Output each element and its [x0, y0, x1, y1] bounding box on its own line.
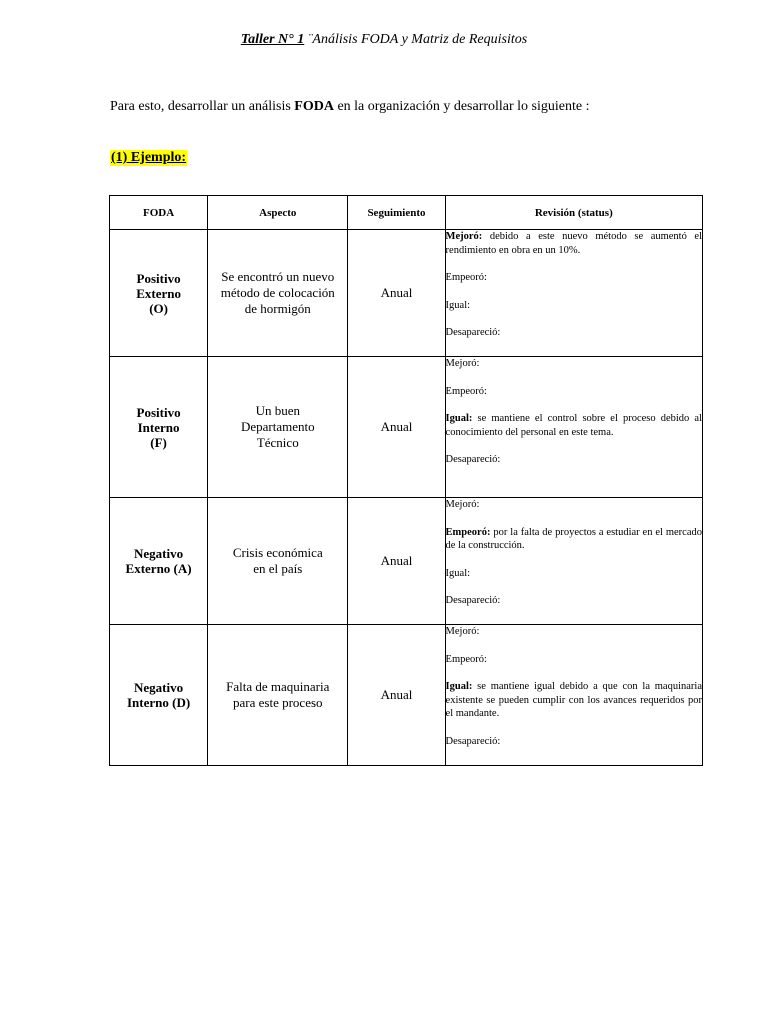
header-seguimiento: Seguimiento	[348, 196, 445, 230]
table-header-row	[110, 196, 703, 230]
status-entry	[446, 498, 702, 512]
foda-category-line: Positivo	[136, 404, 181, 420]
status-entry	[446, 594, 702, 608]
aspect-cell	[208, 230, 348, 357]
table-row	[110, 625, 703, 766]
aspect-cell	[208, 625, 348, 766]
tracking-cell: Anual	[348, 230, 445, 357]
tracking-cell: Anual	[348, 625, 445, 766]
status-entry	[446, 567, 702, 581]
status-entry	[446, 653, 702, 667]
aspect-line: Se encontró un nuevo	[221, 269, 335, 284]
foda-table	[109, 195, 703, 766]
status-label: Mejoró:	[445, 626, 480, 637]
status-label: Empeoró:	[445, 385, 487, 397]
tracking-cell: Anual	[348, 498, 445, 625]
foda-category-line: Externo (A)	[125, 561, 192, 576]
status-entry	[446, 412, 702, 439]
status-label: Igual:	[445, 413, 473, 424]
header-aspecto: Aspecto	[208, 196, 348, 230]
status-text: por la falta de proyectos a estudiar en el mercado de la construcción.	[445, 526, 702, 551]
status-cell	[445, 230, 702, 357]
status-entry	[446, 385, 702, 399]
aspect-line: Crisis económica	[232, 545, 323, 560]
status-entry	[446, 271, 702, 285]
status-entry	[446, 299, 702, 313]
foda-category-line: Negativo	[134, 680, 184, 695]
status-label: Mejoró:	[445, 499, 480, 510]
status-label: Desapareció:	[445, 327, 501, 338]
foda-category-line: Negativo	[134, 546, 184, 561]
table-body	[110, 230, 703, 766]
status-label: Desapareció:	[445, 735, 501, 747]
header-foda: FODA	[110, 196, 208, 230]
status-label: Igual:	[445, 681, 473, 692]
aspect-line: Departamento	[240, 419, 315, 434]
aspect-line: para este proceso	[233, 695, 323, 710]
status-label: Desapareció:	[445, 595, 501, 606]
aspect-line: de hormigón	[244, 301, 311, 316]
foda-category-cell	[110, 498, 208, 625]
title-number: Taller N° 1	[240, 32, 305, 47]
status-cell	[445, 625, 702, 766]
status-label: Desapareció:	[445, 454, 501, 465]
table-row	[110, 357, 703, 498]
status-entry	[446, 453, 702, 467]
aspect-cell	[208, 357, 348, 498]
status-label: Mejoró:	[445, 231, 483, 242]
status-label: Mejoró:	[445, 358, 480, 369]
title-text: ¨Análisis FODA y Matriz de Requisitos	[304, 32, 528, 47]
foda-category-cell	[110, 625, 208, 766]
foda-category-cell	[110, 230, 208, 357]
intro-paragraph	[110, 99, 590, 115]
foda-category-line: (O)	[149, 300, 168, 316]
status-label: Empeoró:	[445, 272, 487, 283]
foda-category-line: Interno	[137, 419, 180, 435]
status-entry	[446, 526, 702, 553]
status-label: Empeoró:	[445, 653, 487, 665]
foda-category-cell	[110, 357, 208, 498]
status-text: se mantiene igual debido a que con la maquinaria existente se pueden cumplir con los avances requeridos por el mandante.	[445, 681, 702, 719]
status-label: Igual:	[445, 567, 471, 579]
status-label: Igual:	[445, 299, 471, 311]
intro-bold: FODA	[294, 99, 334, 114]
status-entry	[446, 230, 702, 257]
status-entry	[446, 680, 702, 721]
status-text: debido a este nuevo método se aumentó el rendimiento en obra en un 10%.	[445, 231, 702, 256]
aspect-line: en el país	[253, 561, 303, 576]
document-title	[0, 32, 768, 48]
status-entry	[446, 357, 702, 371]
aspect-line: Falta de maquinaria	[226, 679, 330, 694]
table-row	[110, 498, 703, 625]
aspect-cell	[208, 498, 348, 625]
foda-category-line: Positivo	[136, 270, 181, 286]
status-entry	[446, 326, 702, 340]
aspect-line: Un buen	[255, 403, 300, 418]
foda-category-line: Externo	[136, 285, 181, 301]
status-cell	[445, 498, 702, 625]
status-cell	[445, 357, 702, 498]
aspect-line: método de colocación	[220, 285, 335, 300]
header-revision: Revisión (status)	[445, 196, 702, 230]
example-heading: (1) Ejemplo:	[111, 150, 187, 165]
status-text: se mantiene el control sobre el proceso debido al conocimiento del personal en este tema.	[445, 413, 702, 438]
foda-category-line: Interno (D)	[126, 695, 191, 710]
tracking-cell: Anual	[348, 357, 445, 498]
status-entry	[446, 625, 702, 639]
intro-text-before: Para esto, desarrollar un análisis	[110, 99, 295, 114]
intro-text-after: en la organización y desarrollar lo siguiente :	[333, 99, 590, 114]
aspect-line: Técnico	[256, 435, 299, 450]
status-label: Empeoró:	[445, 526, 491, 538]
status-entry	[446, 735, 702, 749]
table-row	[110, 230, 703, 357]
foda-category-line: (F)	[150, 434, 167, 450]
